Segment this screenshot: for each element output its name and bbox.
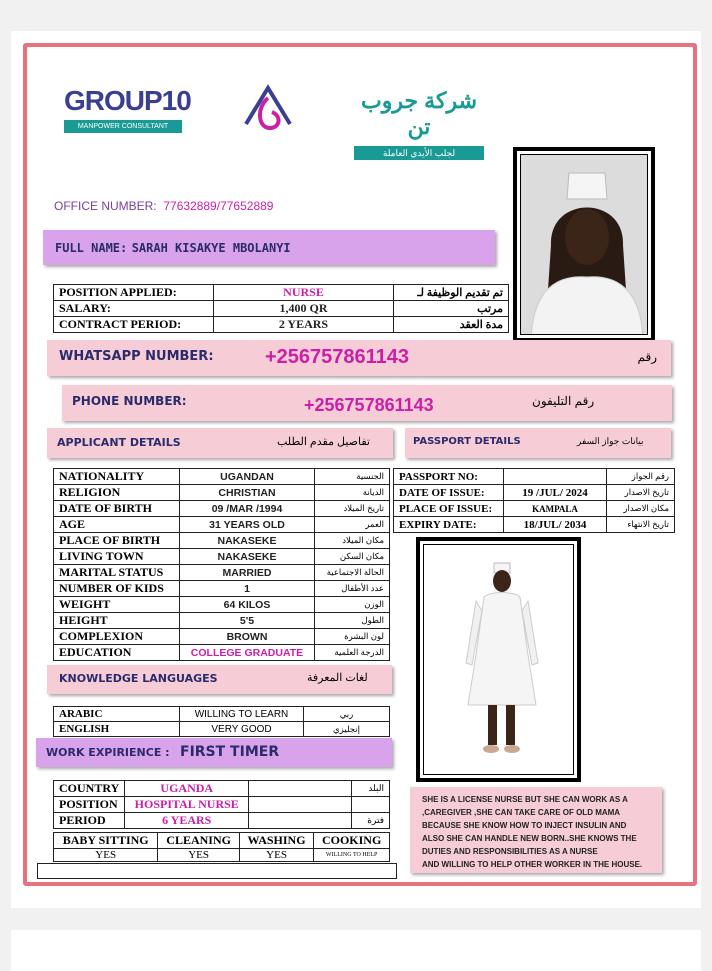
applicant-label: LIVING TOWN — [54, 549, 180, 565]
applicant-arabic: لون البشرة — [315, 629, 390, 645]
group10-logo-text: GROUP10 — [64, 85, 191, 116]
remarks-line: ALSO SHE CAN HANDLE NEW BORN..SHE KNOWS THE — [422, 834, 637, 843]
full-body-photo — [416, 537, 581, 782]
remarks-line: SHE IS A LICENSE NURSE BUT SHE CAN WORK AS A — [422, 795, 628, 804]
work-arabic — [352, 797, 390, 813]
work-value: HOSPITAL NURSE — [125, 797, 249, 813]
applicant-label: NUMBER OF KIDS — [54, 581, 180, 597]
applicant-label: NATIONALITY — [54, 469, 180, 485]
center-emblem-icon — [240, 80, 296, 136]
passport-label: PLACE OF ISSUE: — [394, 501, 504, 517]
applicant-label: DATE OF BIRTH — [54, 501, 180, 517]
empty-footer-cell — [37, 863, 397, 879]
phone-arabic: رقم التليفون — [532, 394, 595, 408]
skill-value: YES — [54, 849, 158, 862]
full-name-banner — [43, 230, 495, 265]
table-row — [54, 517, 390, 533]
table-row — [54, 285, 509, 301]
passport-value: 19 /JUL/ 2024 — [504, 485, 607, 501]
position-label: SALARY: — [54, 301, 214, 317]
arabic-logo-text: شركة جروب تن — [360, 88, 478, 139]
passport-table — [393, 468, 675, 533]
table-row — [54, 629, 390, 645]
passport-label: DATE OF ISSUE: — [394, 485, 504, 501]
work-label: POSITION — [54, 797, 125, 813]
passport-value: 18/JUL/ 2034 — [504, 517, 607, 533]
phone-banner — [62, 385, 672, 421]
office-number-label: OFFICE NUMBER: — [54, 199, 157, 213]
table-row — [394, 485, 675, 501]
applicant-value: NAKASEKE — [180, 533, 315, 549]
applicant-label: AGE — [54, 517, 180, 533]
languages-header — [47, 665, 392, 694]
position-value: 1,400 QR — [214, 301, 394, 317]
applicant-arabic: تاريخ الميلاد — [315, 501, 390, 517]
portrait-photo — [513, 147, 655, 342]
phone-value: +256757861143 — [304, 395, 434, 415]
applicant-label: EDUCATION — [54, 645, 180, 661]
applicant-label: COMPLEXION — [54, 629, 180, 645]
applicant-value: 09 /MAR /1994 — [180, 501, 315, 517]
whatsapp-label: WHATSAPP NUMBER: — [59, 349, 214, 364]
applicant-label: HEIGHT — [54, 613, 180, 629]
skill-value: YES — [158, 849, 240, 862]
applicant-value: 5'5 — [180, 613, 315, 629]
applicant-value: 1 — [180, 581, 315, 597]
table-row — [54, 565, 390, 581]
table-row — [394, 469, 675, 485]
passport-details-arabic: بيانات جواز السفر — [577, 436, 644, 446]
position-label: POSITION APPLIED: — [54, 285, 214, 301]
table-row — [54, 301, 509, 317]
skill-header: WASHING — [239, 833, 313, 849]
language-label: ENGLISH — [54, 722, 180, 737]
remarks-line: BECAUSE SHE KNOW HOW TO INJECT INSULIN AND — [422, 821, 627, 830]
skill-header: BABY SITTING — [54, 833, 158, 849]
remarks-box — [410, 787, 662, 873]
work-experience-banner — [36, 738, 392, 767]
applicant-arabic: مكان السكن — [315, 549, 390, 565]
passport-details-header — [405, 428, 671, 458]
table-row — [54, 549, 390, 565]
skill-header: CLEANING — [158, 833, 240, 849]
applicant-label: PLACE OF BIRTH — [54, 533, 180, 549]
passport-arabic: تاريخ الانتهاء — [607, 517, 675, 533]
passport-label: PASSPORT NO: — [394, 469, 504, 485]
applicant-value: BROWN — [180, 629, 315, 645]
table-row — [394, 517, 675, 533]
language-value: VERY GOOD — [180, 722, 304, 737]
languages-arabic: لغات المعرفة — [307, 672, 368, 684]
table-row — [54, 501, 390, 517]
applicant-label: MARITAL STATUS — [54, 565, 180, 581]
applicant-value: NAKASEKE — [180, 549, 315, 565]
work-table — [53, 780, 390, 829]
table-row — [54, 533, 390, 549]
language-arabic: ربي — [304, 707, 390, 722]
position-value: NURSE — [214, 285, 394, 301]
table-row — [54, 781, 390, 797]
language-value: WILLING TO LEARN — [180, 707, 304, 722]
passport-details-label: PASSPORT DETAILS — [413, 436, 521, 447]
remarks-line: AND WILLING TO HELP OTHER WORKER IN THE HOUSE. — [422, 860, 643, 869]
work-empty-cell — [249, 797, 352, 813]
whatsapp-arabic: رقم — [637, 350, 657, 364]
skill-value: WILLING TO HELP — [314, 849, 390, 862]
table-row — [54, 597, 390, 613]
passport-arabic: مكان الاصدار — [607, 501, 675, 517]
languages-label: KNOWLEDGE LANGUAGES — [59, 672, 218, 685]
applicant-value: 64 KILOS — [180, 597, 315, 613]
table-row — [54, 797, 390, 813]
skills-table — [53, 832, 390, 862]
arabic-logo — [354, 88, 484, 158]
work-experience-label: WORK EXPIRIENCE : — [46, 746, 170, 759]
language-arabic: إنجليزي — [304, 722, 390, 737]
applicant-label: RELIGION — [54, 485, 180, 501]
applicant-arabic: العمر — [315, 517, 390, 533]
skill-value: YES — [239, 849, 313, 862]
applicant-value: CHRISTIAN — [180, 485, 315, 501]
next-page-strip — [11, 930, 701, 971]
applicant-arabic: الدرجة العلمية — [315, 645, 390, 661]
applicant-arabic: عدد الأطفال — [315, 581, 390, 597]
table-row — [54, 581, 390, 597]
skill-header: COOKING — [314, 833, 390, 849]
table-row — [54, 613, 390, 629]
position-table — [53, 284, 509, 333]
applicant-arabic: الديانة — [315, 485, 390, 501]
full-name-value: SARAH KISAKYE MBOLANYI — [131, 241, 291, 255]
whatsapp-banner — [47, 340, 671, 376]
position-arabic: تم تقديم الوظيفة لـ — [394, 285, 509, 301]
table-row — [54, 485, 390, 501]
work-empty-cell — [249, 781, 352, 797]
remarks-text — [422, 793, 656, 871]
applicant-table — [53, 468, 390, 661]
applicant-value: COLLEGE GRADUATE — [180, 645, 315, 661]
applicant-details-arabic: تفاصيل مقدم الطلب — [277, 436, 370, 448]
passport-label: EXPIRY DATE: — [394, 517, 504, 533]
language-label: ARABIC — [54, 707, 180, 722]
group10-logo-tagline: MANPOWER CONSULTANT — [64, 120, 182, 133]
applicant-value: MARRIED — [180, 565, 315, 581]
applicant-arabic: الجنسية — [315, 469, 390, 485]
arabic-logo-tagline: لجلب الأيدي العاملة — [354, 146, 484, 160]
table-row — [54, 707, 390, 722]
applicant-label: WEIGHT — [54, 597, 180, 613]
applicant-arabic: الطول — [315, 613, 390, 629]
office-number — [54, 199, 273, 213]
remarks-line: ,CAREGIVER ,SHE CAN TAKE CARE OF OLD MAMA — [422, 808, 621, 817]
passport-arabic: رقم الجواز — [607, 469, 675, 485]
applicant-details-label: APPLICANT DETAILS — [57, 436, 181, 449]
passport-value — [504, 469, 607, 485]
position-label: CONTRACT PERIOD: — [54, 317, 214, 333]
table-row — [54, 813, 390, 829]
table-row — [394, 501, 675, 517]
full-name-label: FULL NAME: — [55, 241, 128, 255]
applicant-value: UGANDAN — [180, 469, 315, 485]
work-arabic: البلد — [352, 781, 390, 797]
position-value: 2 YEARS — [214, 317, 394, 333]
work-value: 6 YEARS — [125, 813, 249, 829]
whatsapp-value: +256757861143 — [265, 346, 410, 368]
work-empty-cell — [249, 813, 352, 829]
group10-logo — [64, 85, 191, 138]
table-row — [54, 645, 390, 661]
table-row — [54, 722, 390, 737]
languages-table — [53, 706, 390, 737]
phone-label: PHONE NUMBER: — [72, 394, 187, 408]
work-value: UGANDA — [125, 781, 249, 797]
work-label: PERIOD — [54, 813, 125, 829]
position-arabic: مدة العقد — [394, 317, 509, 333]
position-arabic: مرتب — [394, 301, 509, 317]
office-number-value: 77632889/77652889 — [163, 199, 274, 213]
applicant-arabic: مكان الميلاد — [315, 533, 390, 549]
applicant-details-header — [47, 428, 393, 458]
remarks-line: DUTIES AND RESPONSIBILITIES AS A NURSE — [422, 847, 598, 856]
work-arabic: فترة — [352, 813, 390, 829]
applicant-value: 31 YEARS OLD — [180, 517, 315, 533]
work-experience-value: FIRST TIMER — [180, 744, 280, 760]
passport-value: KAMPALA — [504, 501, 607, 517]
table-row — [54, 469, 390, 485]
applicant-arabic: الحالة الاجتماعية — [315, 565, 390, 581]
passport-arabic: تاريخ الاصدار — [607, 485, 675, 501]
table-row — [54, 317, 509, 333]
work-label: COUNTRY — [54, 781, 125, 797]
applicant-arabic: الوزن — [315, 597, 390, 613]
